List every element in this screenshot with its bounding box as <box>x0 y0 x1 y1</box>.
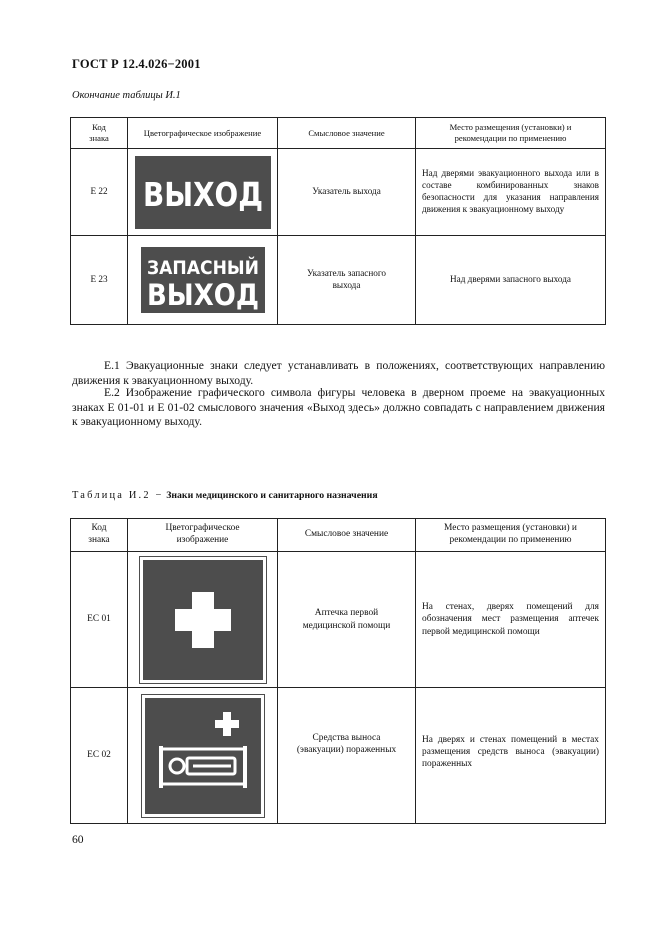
table2-caption-title: Знаки медицинского и санитарного назначения <box>166 490 378 501</box>
column-header-code: Код знака <box>71 519 128 552</box>
sign-image-cell <box>128 688 278 824</box>
sign-image-cell <box>128 552 278 688</box>
sign-code: ЕС 01 <box>71 552 128 688</box>
document-header: ГОСТ Р 12.4.026−2001 <box>72 57 201 71</box>
evacuation-signs-table <box>70 117 606 325</box>
table-row <box>71 688 606 824</box>
table2-caption <box>72 490 378 501</box>
stretcher-sign-image <box>141 694 265 818</box>
page-number: 60 <box>72 833 84 846</box>
table1-header-row <box>71 118 606 149</box>
sign-placement: Над дверями запасного выхода <box>416 236 606 325</box>
table-row <box>71 552 606 688</box>
column-header-code: Код знака <box>71 118 128 149</box>
sign-code: ЕС 02 <box>71 688 128 824</box>
emergency-exit-sign-image <box>141 247 271 313</box>
sign-placement: На дверях и стенах помещений в местах размещения средств выноса (эвакуации) пораженных <box>416 688 606 824</box>
sign-placement: На стенах, дверях помещений для обозначения мест размещения аптечек первой медицинской помощи <box>416 552 606 688</box>
column-header-image: Цветографическое изображение <box>128 118 278 149</box>
column-header-placement: Место размещения (установки) и рекомендации по применению <box>416 519 606 552</box>
table-row <box>71 149 606 236</box>
emergency-exit-sign-line2: ВЫХОД <box>146 278 259 312</box>
table2-caption-prefix: Таблица И.2 − <box>72 490 164 501</box>
paragraph-e1-text: Е.1 Эвакуационные знаки следует устанавливать в положениях, соответствующих направлению движения к эвакуационному выходу. <box>72 359 605 387</box>
sign-meaning: Указатель выхода <box>278 149 416 236</box>
table-row <box>71 236 606 325</box>
medical-signs-table <box>70 518 606 824</box>
table2-header-row <box>71 519 606 552</box>
sign-image-cell <box>128 236 278 325</box>
sign-meaning: Средства выноса (эвакуации) пораженных <box>278 688 416 824</box>
column-header-placement: Место размещения (установки) и рекомендации по применению <box>416 118 606 149</box>
sign-image-cell <box>128 149 278 236</box>
paragraph-e1 <box>72 359 605 388</box>
sign-placement: Над дверями эвакуационного выхода или в составе комбинированных знаков безопасности для указания направления движения к эвакуационному выходу <box>416 149 606 236</box>
sign-meaning: Аптечка первой медицинской помощи <box>278 552 416 688</box>
paragraph-e2 <box>72 386 605 430</box>
sign-code: Е 22 <box>71 149 128 236</box>
sign-code: Е 23 <box>71 236 128 325</box>
sign-meaning: Указатель запасного выхода <box>278 236 416 325</box>
exit-sign-text: ВЫХОД <box>142 174 263 214</box>
exit-sign-image <box>135 156 271 229</box>
column-header-meaning: Смысловое значение <box>278 118 416 149</box>
column-header-meaning: Смысловое значение <box>278 519 416 552</box>
table1-caption: Окончание таблицы И.1 <box>72 90 181 101</box>
emergency-exit-sign-line1: ЗАПАСНЫЙ <box>146 257 271 279</box>
first-aid-sign-image <box>139 556 267 684</box>
paragraph-e2-text: Е.2 Изображение графического символа фигуры человека в дверном проеме на эвакуационных знаках Е 01-01 и Е 01-02 смыслового значения «Выход здесь» должно совпадать с направлением движения к эвакуационному выходу. <box>72 386 605 428</box>
column-header-image: Цветографическое изображение <box>128 519 278 552</box>
